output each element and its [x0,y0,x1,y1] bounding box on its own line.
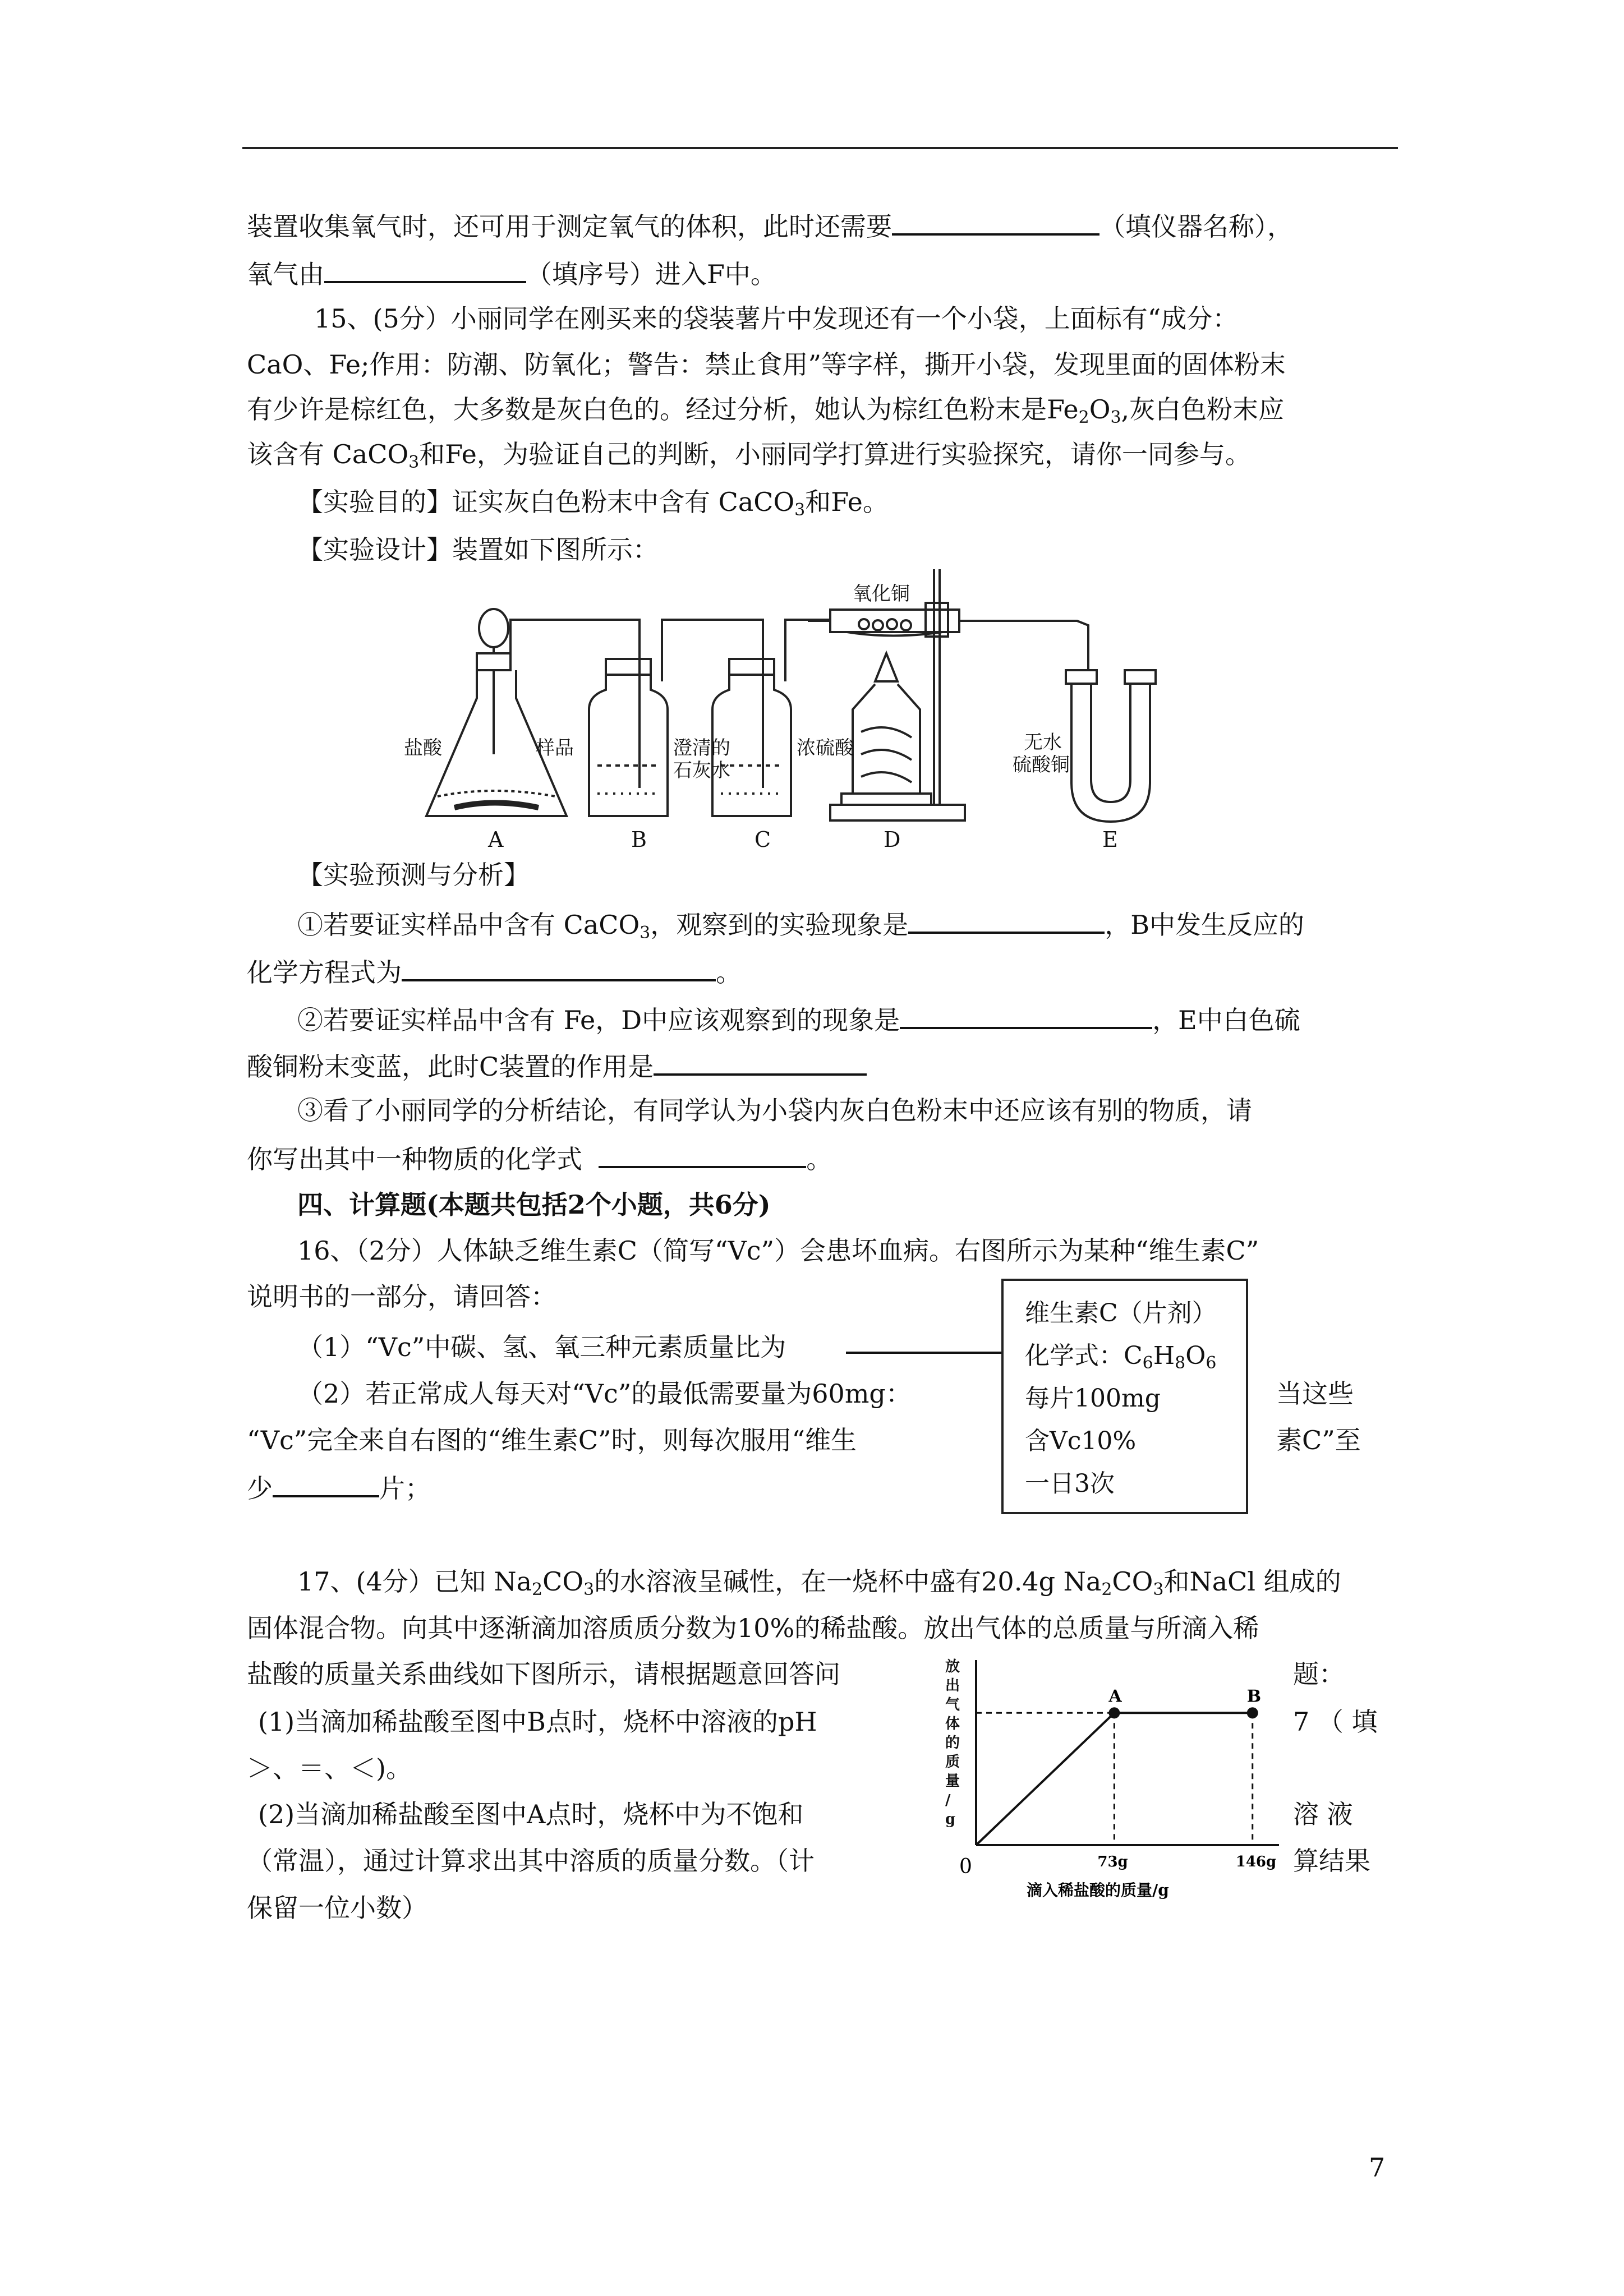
answer-blank[interactable] [846,1352,1001,1354]
origin-label: 0 [959,1855,972,1878]
vitamin-c-label-box [1001,1279,1248,1514]
y-axis-label [945,1658,960,1828]
answer-blank[interactable] [892,208,1099,236]
answer-blank[interactable] [599,1140,806,1168]
label-sample: 样品 [536,737,574,759]
y-label-char: g [945,1811,956,1828]
q15-line-2: CaO、Fe;作用：防潮、防氧化；警告：禁止食用”等字样，撕开小袋，发现里面的固体粉末 [247,349,1286,380]
prediction-1: ①若要证实样品中含有 CaCO$_3$，观察到的实验现象是 ，B中发生反应的 [297,906,1304,942]
vc-title: 维生素C（片剂） [1025,1299,1217,1327]
label-anhydrous-2: 硫酸铜 [1013,754,1070,776]
y-label-char: 出 [945,1677,960,1694]
q17-line-1: 17、(4分）已知 $Na_2CO_3$的水溶液呈碱性，在一烧杯中盛有20.4g $Na_2CO_3$和NaCl 组成的 [297,1566,1341,1599]
q17-line-4: (1)当滴加稀盐酸至图中B点时，烧杯中溶液的pH [258,1707,817,1737]
q15-line-4: 该含有 CaCO$_3$和Fe，为验证自己的判断，小丽同学打算进行实验探究，请你一同参与。 [247,439,1251,472]
q16-line-1: 16、（2分）人体缺乏维生素C（简写“Vc”）会患坏血病。右图所示为某种“维生素C” [297,1235,1259,1266]
vc-per-tablet: 每片100mg [1025,1384,1161,1413]
q17-line-7-right: 算结果 [1293,1846,1370,1876]
label-hydrochloric-acid: 盐酸 [404,737,442,759]
experiment-design: 【实验设计】装置如下图所示： [297,534,659,565]
y-label-char: 气 [945,1696,960,1713]
q16-line-5-right: 素C”至 [1276,1425,1361,1455]
answer-blank[interactable] [900,1001,1152,1029]
apparatus-diagram [404,569,1200,850]
letter-e: E [1102,827,1118,850]
prediction-3: ③看了小丽同学的分析结论，有同学认为小袋内灰白色粉末中还应该有别的物质，请 [297,1095,1252,1126]
text-line: 装置收集氧气时，还可用于测定氧气的体积，此时还需要 （填仪器名称）， [247,208,1293,243]
prediction-3-cont: 你写出其中一种物质的化学式 。 [247,1140,832,1176]
y-label-char: 的 [945,1735,960,1751]
point-label: B [1246,1686,1262,1707]
vc-formula: 化学式：$C_6H_8O_6$ [1025,1341,1217,1373]
answer-blank[interactable] [654,1048,867,1076]
answer-blank[interactable] [324,255,526,283]
q15-line-3: 有少许是棕红色，大多数是灰白色的。经过分析，她认为棕红色粉末是$Fe_2O_3$,灰白色粉末应 [247,394,1285,427]
y-label-char: 放 [945,1658,960,1675]
y-label-char: 量 [945,1773,960,1790]
gas-mass-chart [942,1649,1290,1901]
header-rule [242,147,1398,149]
q16-line-4-right: 当这些 [1276,1378,1354,1409]
answer-blank[interactable] [908,906,1105,934]
vc-dosage: 一日3次 [1025,1469,1115,1498]
q16-line-3: （1）“Vc”中碳、氢、氧三种元素质量比为 [297,1332,786,1362]
x-tick-label: 146g [1235,1854,1277,1870]
page-number: 7 [1369,2152,1386,2183]
vc-content: 含Vc10% [1025,1427,1137,1455]
q17-line-3-right: 题： [1293,1659,1345,1689]
label-limewater-1: 澄清的 [673,737,730,759]
q17-line-6-right: 溶 液 [1293,1799,1353,1829]
x-axis-label: 滴入稀盐酸的质量/g [1027,1881,1169,1899]
y-label-char: 体 [945,1716,960,1732]
y-label-char: 质 [945,1754,960,1771]
label-limewater-2: 石灰水 [673,759,730,782]
text-line: 氧气由 （填序号）进入F中。 [247,255,776,291]
answer-blank[interactable] [273,1469,379,1497]
label-anhydrous-1: 无水 [1024,731,1062,754]
experiment-purpose: 【实验目的】证实灰白色粉末中含有 CaCO$_3$和Fe。 [297,487,889,520]
data-point [1247,1707,1258,1718]
q16-line-5: “Vc”完全来自右图的“维生素C”时，则每次服用“维生 [247,1425,857,1455]
q16-line-2: 说明书的一部分，请回答： [247,1281,556,1312]
letter-d: D [884,827,901,850]
q17-line-4-right: 7 （ 填 [1293,1707,1378,1737]
data-point [1108,1707,1120,1718]
y-label-char: / [945,1792,951,1809]
q17-line-3: 盐酸的质量关系曲线如下图所示，请根据题意回答问 [247,1659,840,1689]
q15-line-1: 15、(5分）小丽同学在刚买来的袋装薯片中发现还有一个小袋，上面标有“成分： [314,303,1239,334]
q17-line-5: ＞、＝、＜)。 [247,1753,412,1783]
label-copper-oxide: 氧化铜 [853,583,910,605]
letter-b: B [631,827,647,850]
q16-line-6: 少 片； [247,1469,431,1505]
point-label: A [1108,1686,1122,1707]
analysis-title: 【实验预测与分析】 [297,860,530,890]
x-tick-label: 73g [1097,1854,1128,1870]
q16-line-4: （2）若正常成人每天对“Vc”的最低需要量为60mg： [297,1378,912,1409]
q17-line-6: (2)当滴加稀盐酸至图中A点时，烧杯中为不饱和 [258,1799,804,1829]
prediction-1-cont: 化学方程式为 。 [247,953,742,989]
letter-c: C [755,827,771,850]
letter-a: A [488,827,504,850]
section-heading: 四、计算题(本题共包括2个小题，共6分) [297,1190,771,1220]
q17-line-7: （常温），通过计算求出其中溶质的质量分数。（计 [247,1846,815,1876]
q17-line-8: 保留一位小数） [247,1893,427,1923]
funnel-bulb [479,609,508,647]
answer-blank[interactable] [402,953,716,981]
prediction-2-cont: 酸铜粉末变蓝，此时C装置的作用是 [247,1048,867,1084]
q17-line-2: 固体混合物。向其中逐渐滴加溶质质分数为10%的稀盐酸。放出气体的总质量与所滴入稀 [247,1613,1259,1643]
prediction-2: ②若要证实样品中含有 Fe，D中应该观察到的现象是 ，E中白色硫 [297,1001,1300,1037]
label-conc-sulfuric-acid: 浓硫酸 [797,737,854,759]
